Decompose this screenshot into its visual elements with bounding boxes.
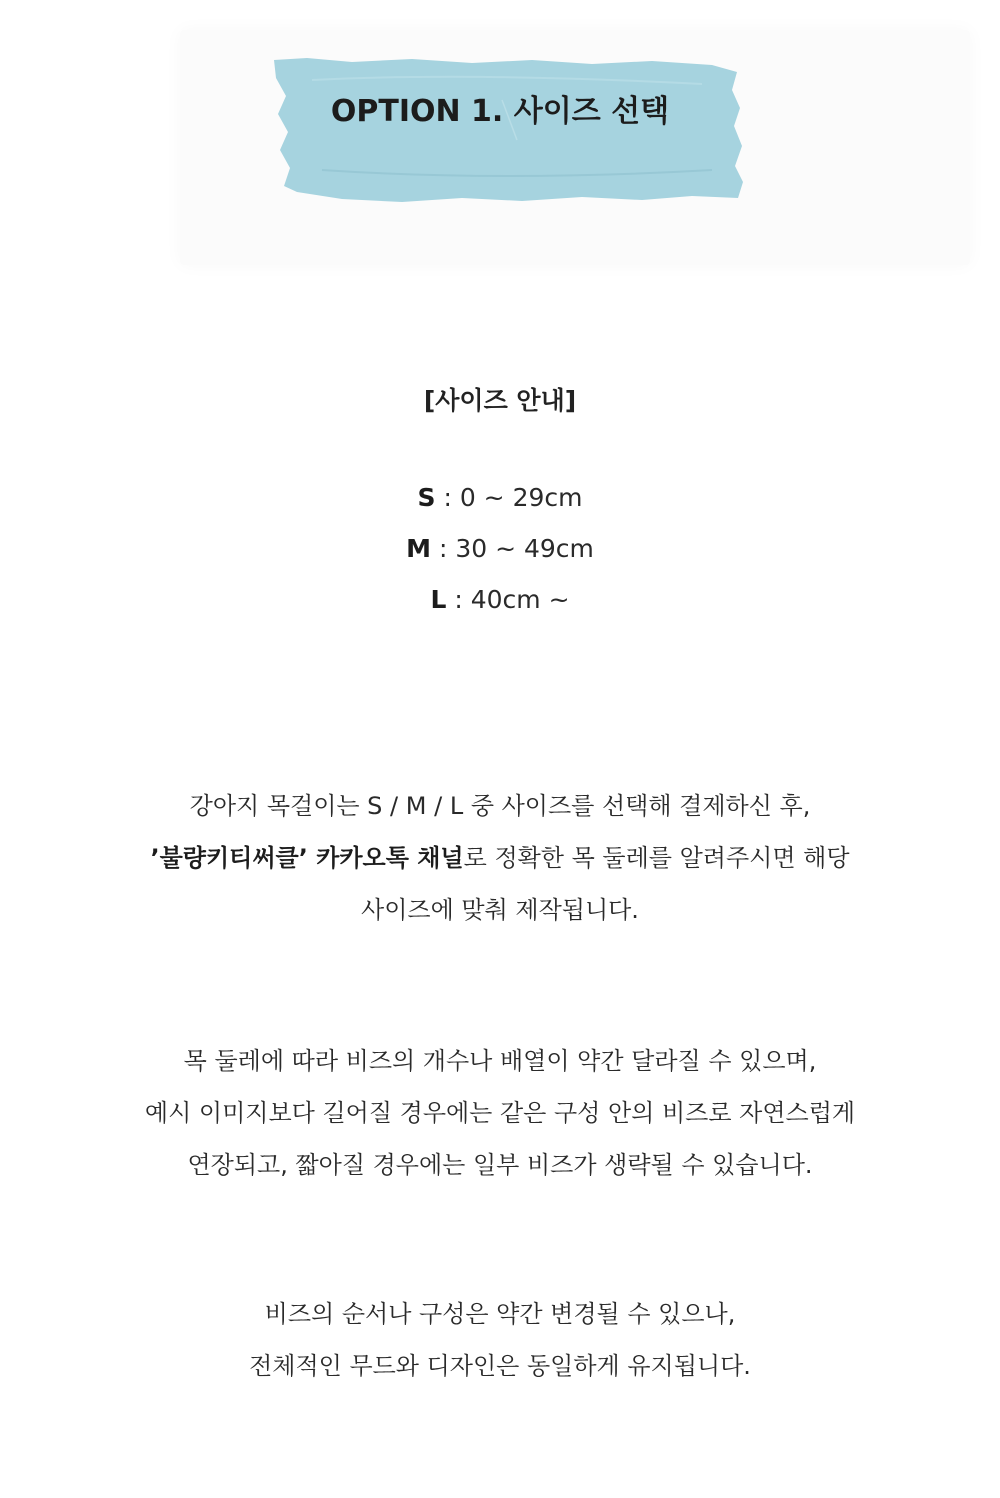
notice-line: 연장되고, 짧아질 경우에는 일부 비즈가 생략될 수 있습니다. [187, 1151, 813, 1179]
kakao-channel-name: ’불량키티써클’ 카카오톡 채널 [150, 844, 464, 872]
notice-ordering [0, 780, 1000, 936]
size-label: M [406, 534, 431, 563]
size-range: : 30 ~ 49cm [431, 534, 594, 563]
size-label: L [430, 585, 447, 614]
size-label: S [417, 483, 436, 512]
masking-tape-graphic [172, 20, 972, 270]
notice-line: 목 둘레에 따라 비즈의 개수나 배열이 약간 달라질 수 있으며, [183, 1047, 817, 1075]
notice-line: 예시 이미지보다 길어질 경우에는 같은 구성 안의 비즈로 자연스럽게 [144, 1099, 856, 1127]
notice-line: 사이즈에 맞춰 제작됩니다. [361, 896, 639, 924]
size-range: : 40cm ~ [446, 585, 570, 614]
size-row-l [0, 585, 1000, 614]
option-header-banner [172, 20, 972, 270]
notice-beads-order [0, 1288, 1000, 1392]
size-range: : 0 ~ 29cm [435, 483, 583, 512]
notice-line [0, 832, 1000, 884]
size-row-m [0, 534, 1000, 563]
notice-line-rest: 로 정확한 목 둘레를 알려주시면 해당 [463, 844, 850, 872]
notice-line: 전체적인 무드와 디자인은 동일하게 유지됩니다. [249, 1352, 751, 1380]
notice-line: 강아지 목걸이는 S / M / L 중 사이즈를 선택해 결제하신 후, [189, 792, 811, 820]
size-guide-heading: [사이즈 안내] [423, 386, 577, 415]
option-title: OPTION 1. 사이즈 선택 [330, 94, 670, 129]
notice-beads-length [0, 1035, 1000, 1191]
size-row-s [0, 483, 1000, 512]
notice-line: 비즈의 순서나 구성은 약간 변경될 수 있으나, [264, 1300, 736, 1328]
